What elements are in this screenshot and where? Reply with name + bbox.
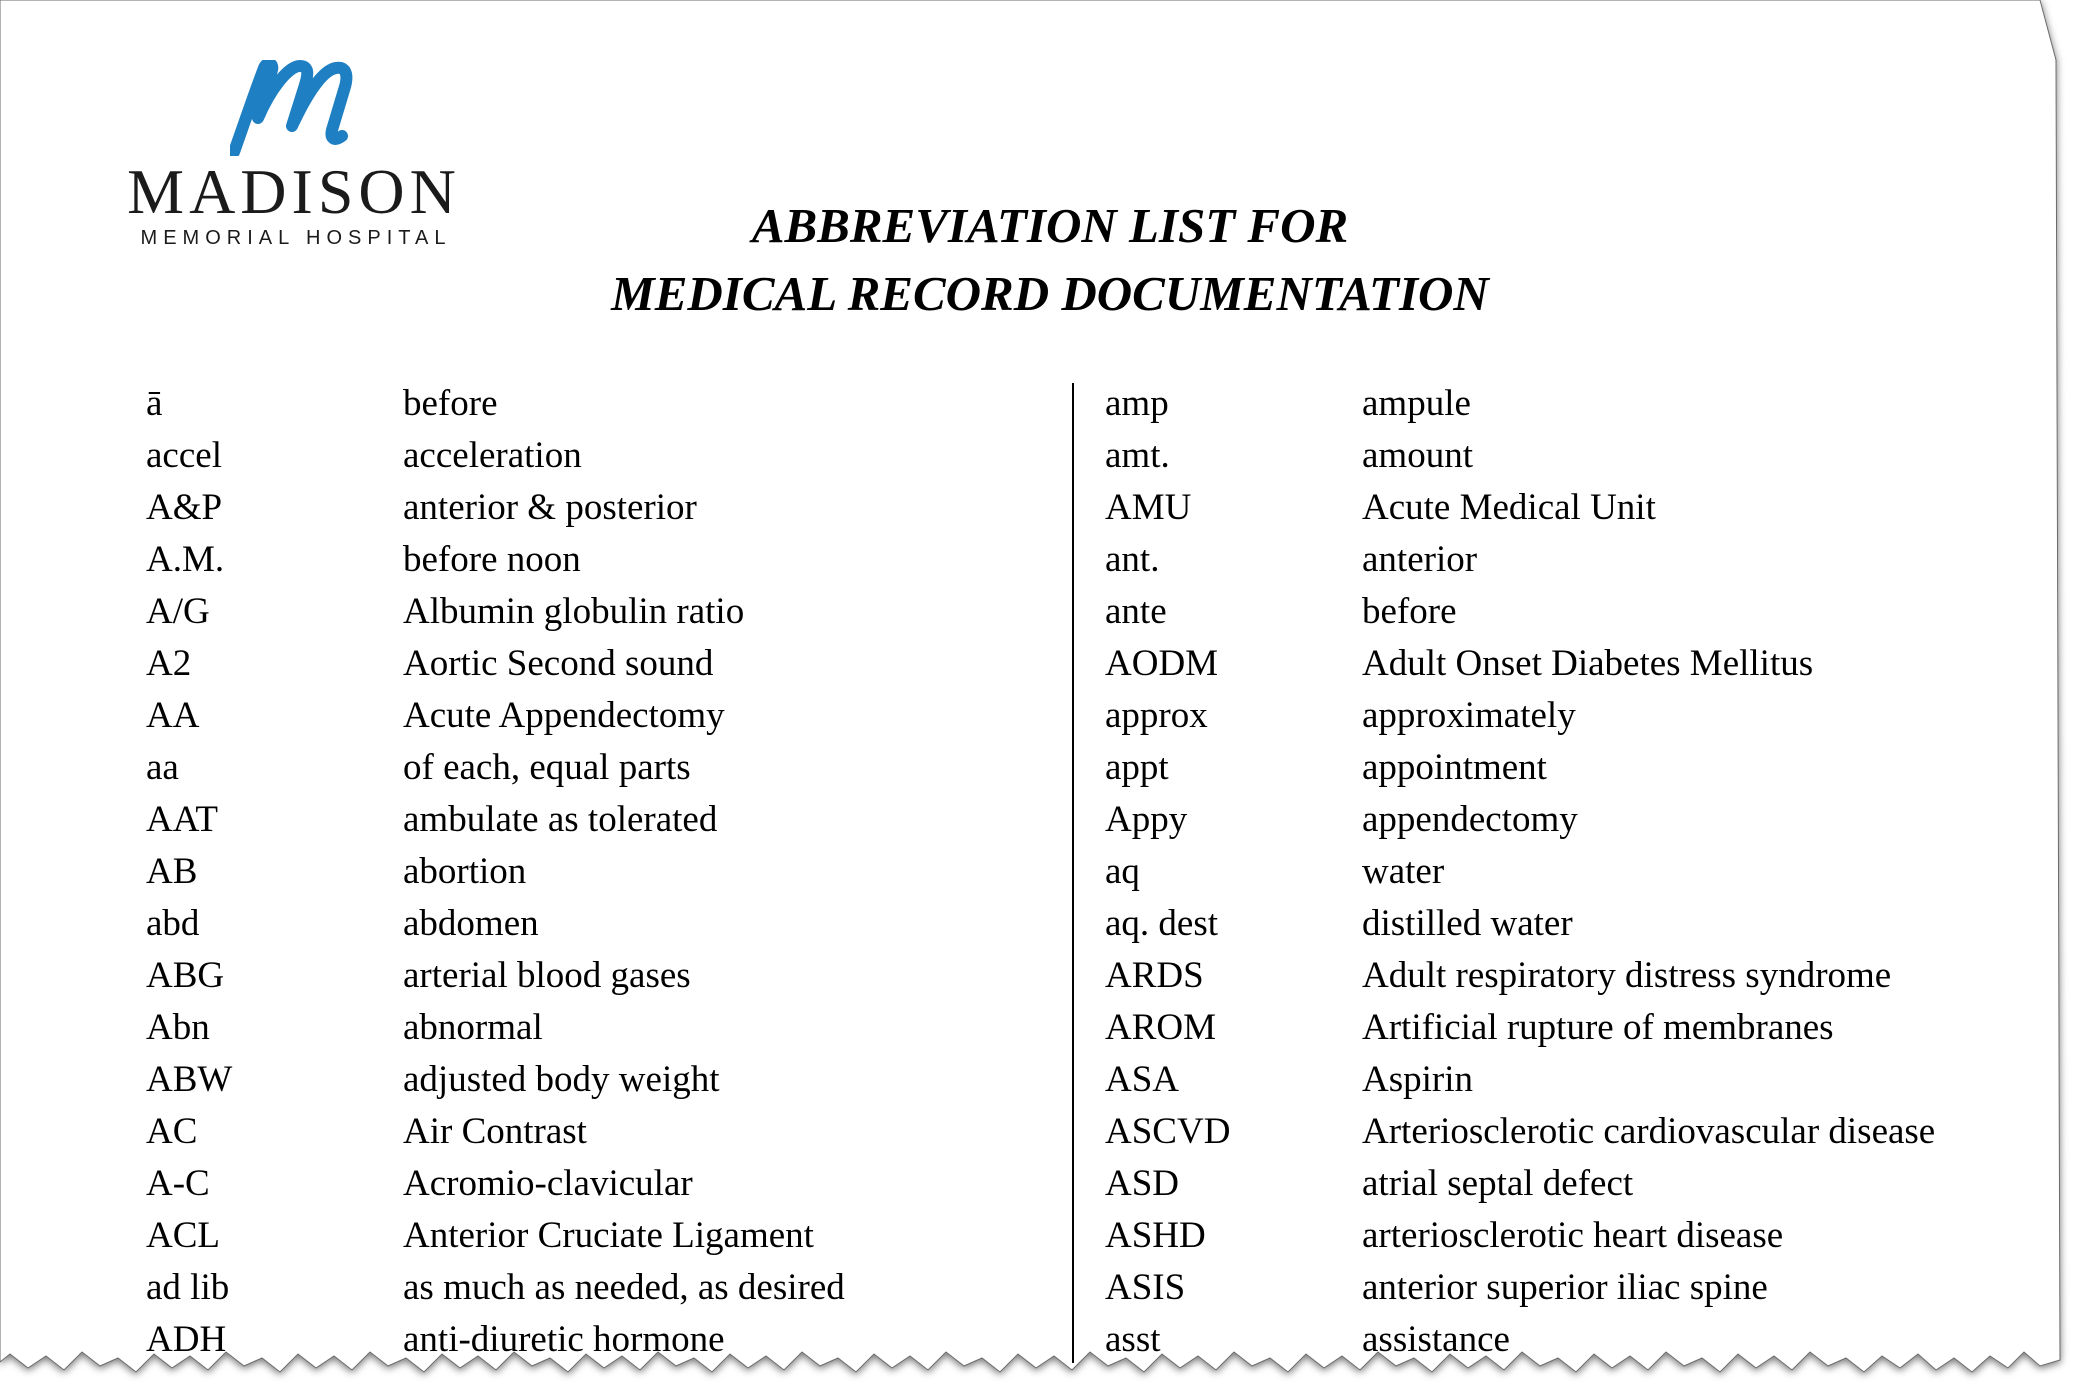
- abbreviation-meaning: before: [1362, 591, 1457, 632]
- abbreviation-row: [1105, 430, 2065, 482]
- abbreviation-meaning: Arteriosclerotic cardiovascular disease: [1362, 1111, 1936, 1152]
- abbreviation-term: ASD: [1105, 1163, 1180, 1204]
- abbreviation-term: ARDS: [1105, 955, 1204, 996]
- abbreviation-term: abd: [146, 903, 200, 944]
- abbreviation-row: [146, 950, 1066, 1002]
- abbreviation-meaning: Aspirin: [1362, 1059, 1473, 1100]
- abbreviation-meaning: acceleration: [403, 435, 582, 476]
- abbreviation-row: [146, 742, 1066, 794]
- abbreviation-meaning: distilled water: [1362, 903, 1573, 944]
- abbreviation-row: [146, 482, 1066, 534]
- abbreviation-term: aq: [1105, 851, 1140, 892]
- abbreviation-term: A/G: [146, 591, 210, 632]
- abbreviation-meaning: Adult Onset Diabetes Mellitus: [1362, 643, 1814, 684]
- abbreviation-row: [1105, 1054, 2065, 1106]
- abbreviation-meaning: before: [403, 383, 498, 424]
- abbreviation-meaning: Artificial rupture of membranes: [1362, 1007, 1834, 1048]
- abbreviation-meaning: Adult respiratory distress syndrome: [1362, 955, 1892, 996]
- abbreviation-row: [1105, 1158, 2065, 1210]
- abbreviation-term: AODM: [1105, 643, 1219, 684]
- abbreviation-term: Appy: [1105, 799, 1188, 840]
- abbreviation-row: [146, 1106, 1066, 1158]
- abbreviation-term: ABW: [146, 1059, 233, 1100]
- abbreviation-meaning: Anterior Cruciate Ligament: [403, 1215, 814, 1256]
- abbreviation-row: [146, 1314, 1066, 1366]
- abbreviation-term: ante: [1105, 591, 1167, 632]
- abbreviation-term: ad lib: [146, 1267, 230, 1308]
- abbreviation-term: ā: [146, 383, 163, 424]
- abbreviation-term: ASCVD: [1105, 1111, 1231, 1152]
- abbreviation-meaning: anterior superior iliac spine: [1362, 1267, 1768, 1308]
- abbreviation-meaning: arteriosclerotic heart disease: [1362, 1215, 1784, 1256]
- abbreviation-row: [146, 430, 1066, 482]
- abbreviation-meaning: amount: [1362, 435, 1473, 476]
- abbreviation-term: AAT: [146, 799, 218, 840]
- abbreviation-meaning: before noon: [403, 539, 581, 580]
- abbreviation-row: [1105, 898, 2065, 950]
- abbreviation-row: [1105, 794, 2065, 846]
- abbreviation-meaning: anterior: [1362, 539, 1478, 580]
- abbreviation-term: AC: [146, 1111, 198, 1152]
- abbreviation-term: approx: [1105, 695, 1208, 736]
- abbreviation-row: [146, 378, 1066, 430]
- abbreviation-term: ASA: [1105, 1059, 1180, 1100]
- abbreviation-meaning: anti-diuretic hormone: [403, 1319, 725, 1360]
- abbreviation-term: A&P: [146, 487, 223, 528]
- abbreviation-meaning: approximately: [1362, 695, 1576, 736]
- abbreviation-row: [146, 638, 1066, 690]
- abbreviation-meaning: as much as needed, as desired: [403, 1267, 845, 1308]
- abbreviation-row: [1105, 690, 2065, 742]
- abbreviation-row: [146, 846, 1066, 898]
- abbreviation-term: ACL: [146, 1215, 220, 1256]
- abbreviation-meaning: Acromio-clavicular: [403, 1163, 693, 1204]
- abbreviation-meaning: abnormal: [403, 1007, 543, 1048]
- column-divider: [1072, 383, 1074, 1363]
- abbreviation-row: [1105, 586, 2065, 638]
- abbreviation-term: ASIS: [1105, 1267, 1186, 1308]
- abbreviation-term: AROM: [1105, 1007, 1217, 1048]
- abbreviation-term: asst: [1105, 1319, 1161, 1360]
- abbreviation-meaning: water: [1362, 851, 1445, 892]
- abbreviation-meaning: atrial septal defect: [1362, 1163, 1634, 1204]
- abbreviation-term: AMU: [1105, 487, 1192, 528]
- abbreviation-row: [146, 1262, 1066, 1314]
- abbreviation-term: ant.: [1105, 539, 1160, 580]
- abbreviation-meaning: of each, equal parts: [403, 747, 691, 788]
- abbreviation-row: [1105, 1106, 2065, 1158]
- abbreviation-row: [1105, 378, 2065, 430]
- abbreviation-term: AB: [146, 851, 198, 892]
- abbreviation-row: [146, 1158, 1066, 1210]
- abbreviation-row: [1105, 1314, 2065, 1366]
- abbreviation-term: amp: [1105, 383, 1169, 424]
- abbreviation-term: A.M.: [146, 539, 225, 580]
- abbreviation-row: [146, 534, 1066, 586]
- abbreviation-row: [1105, 846, 2065, 898]
- abbreviation-term: ABG: [146, 955, 225, 996]
- abbreviation-term: AA: [146, 695, 200, 736]
- abbreviation-term: aa: [146, 747, 179, 788]
- abbreviation-row: [146, 794, 1066, 846]
- abbreviation-row: [146, 1210, 1066, 1262]
- monogram-m-icon: [230, 60, 360, 156]
- abbreviation-row: [1105, 638, 2065, 690]
- abbreviation-term: appt: [1105, 747, 1169, 788]
- title-line-2: MEDICAL RECORD DOCUMENTATION: [611, 266, 1489, 321]
- abbreviation-row: [1105, 1262, 2065, 1314]
- right-abbreviation-column: [1105, 378, 2065, 1366]
- abbreviation-term: accel: [146, 435, 222, 476]
- document-title: [500, 192, 1600, 328]
- abbreviation-row: [1105, 534, 2065, 586]
- abbreviation-meaning: Acute Appendectomy: [403, 695, 725, 736]
- abbreviation-meaning: appointment: [1362, 747, 1547, 788]
- logo-subtitle: MEMORIAL HOSPITAL: [140, 227, 452, 249]
- abbreviation-meaning: arterial blood gases: [403, 955, 691, 996]
- abbreviation-meaning: ambulate as tolerated: [403, 799, 718, 840]
- abbreviation-meaning: Air Contrast: [403, 1111, 587, 1152]
- abbreviation-row: [1105, 482, 2065, 534]
- hospital-logo: [110, 60, 490, 260]
- abbreviation-term: ASHD: [1105, 1215, 1206, 1256]
- abbreviation-term: Abn: [146, 1007, 210, 1048]
- abbreviation-meaning: assistance: [1362, 1319, 1510, 1360]
- abbreviation-row: [1105, 1002, 2065, 1054]
- abbreviation-row: [1105, 742, 2065, 794]
- abbreviation-meaning: ampule: [1362, 383, 1471, 424]
- title-line-1: ABBREVIATION LIST FOR: [751, 198, 1349, 253]
- abbreviation-term: A-C: [146, 1163, 210, 1204]
- abbreviation-meaning: adjusted body weight: [403, 1059, 720, 1100]
- abbreviation-meaning: Albumin globulin ratio: [403, 591, 745, 632]
- abbreviation-row: [1105, 950, 2065, 1002]
- abbreviation-term: A2: [146, 643, 192, 684]
- abbreviation-term: aq. dest: [1105, 903, 1219, 944]
- abbreviation-row: [146, 586, 1066, 638]
- left-abbreviation-column: [146, 378, 1066, 1366]
- abbreviation-meaning: Acute Medical Unit: [1362, 487, 1656, 528]
- abbreviation-row: [146, 690, 1066, 742]
- abbreviation-meaning: Aortic Second sound: [403, 643, 714, 684]
- abbreviation-row: [146, 898, 1066, 950]
- logo-name: MADISON: [127, 156, 461, 227]
- abbreviation-row: [146, 1054, 1066, 1106]
- abbreviation-meaning: abortion: [403, 851, 527, 892]
- abbreviation-term: amt.: [1105, 435, 1170, 476]
- abbreviation-row: [1105, 1210, 2065, 1262]
- abbreviation-meaning: appendectomy: [1362, 799, 1578, 840]
- abbreviation-meaning: abdomen: [403, 903, 539, 944]
- abbreviation-row: [146, 1002, 1066, 1054]
- abbreviation-meaning: anterior & posterior: [403, 487, 697, 528]
- abbreviation-term: ADH: [146, 1319, 227, 1360]
